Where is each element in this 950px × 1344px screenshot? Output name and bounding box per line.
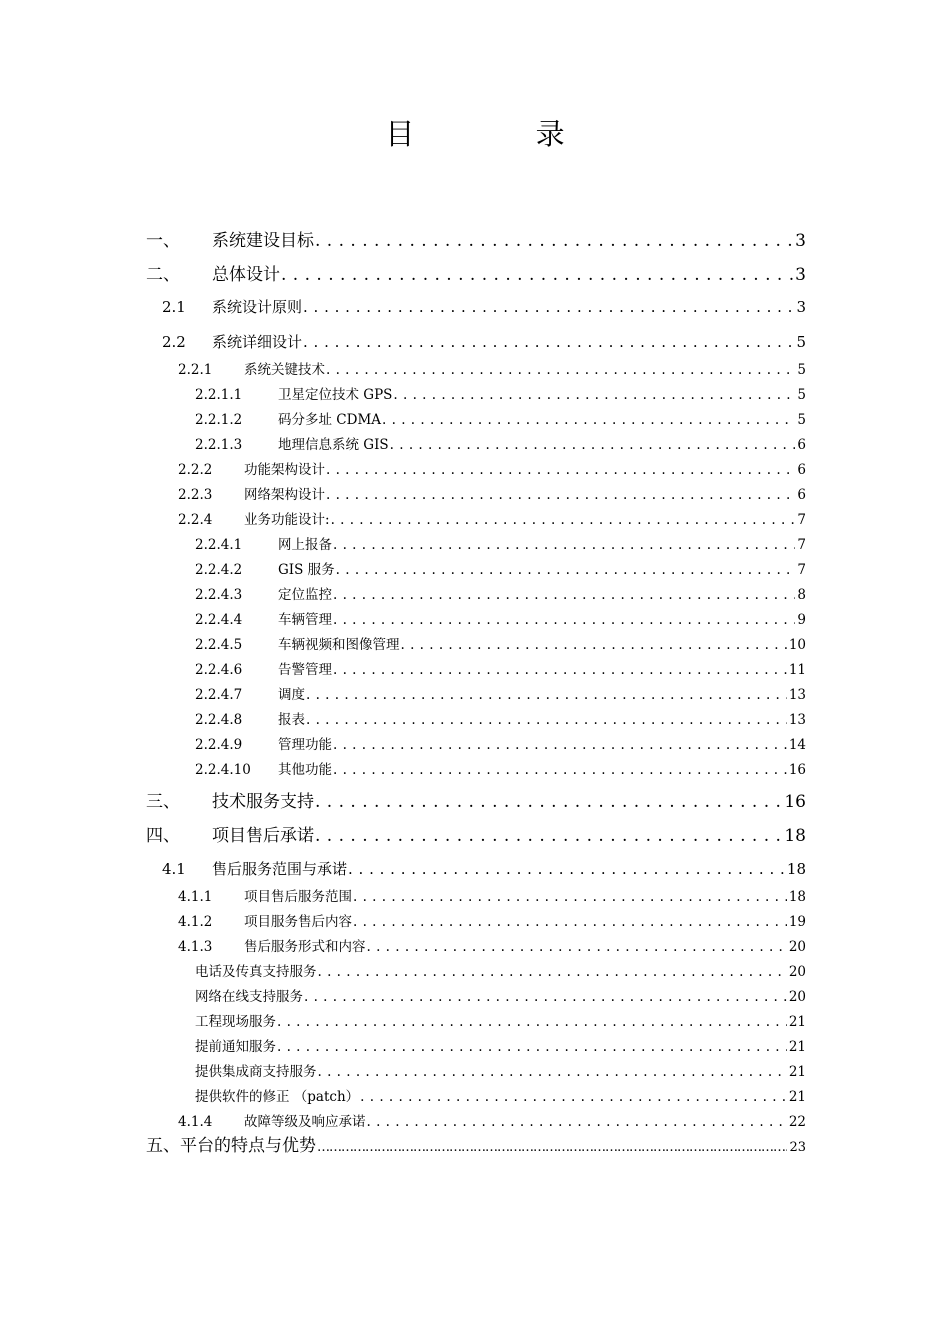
toc-leader: [306, 712, 787, 728]
toc-entry[interactable]: [146, 1131, 806, 1156]
toc-page: 22: [788, 1114, 806, 1130]
toc-leader: [318, 964, 787, 980]
toc-entry[interactable]: [178, 458, 806, 478]
toc-page: 13: [788, 712, 806, 728]
toc-page: 16: [788, 762, 806, 778]
toc-number: 4.1: [162, 860, 186, 878]
toc-leader: [367, 1114, 787, 1130]
toc-title: 报表: [278, 712, 305, 728]
toc-page: 11: [788, 662, 806, 678]
toc-entry[interactable]: [195, 1035, 806, 1055]
toc-leader: [315, 231, 793, 251]
toc-page: 14: [788, 737, 806, 753]
toc-title: 项目服务售后内容: [244, 914, 352, 930]
toc-number: 2.2.4.5: [195, 637, 243, 653]
toc-title: 网上报备: [278, 537, 332, 553]
toc-number: 2.2.4.10: [195, 762, 251, 778]
toc-entry[interactable]: [195, 960, 806, 980]
toc-leader: [315, 792, 782, 812]
toc-page: 7: [797, 537, 806, 553]
toc-page: 20: [788, 939, 806, 955]
toc-leader: [353, 889, 787, 905]
toc-title: 故障等级及响应承诺: [244, 1114, 366, 1130]
toc-title: 系统建设目标: [212, 231, 314, 251]
toc-number: 2.2.4.1: [195, 537, 243, 553]
toc-entry[interactable]: [178, 885, 806, 905]
toc-entry[interactable]: [195, 1085, 806, 1105]
toc-leader: [326, 487, 795, 503]
toc-number: 2.2.4.9: [195, 737, 243, 753]
toc-entry[interactable]: [195, 383, 806, 403]
toc-entry[interactable]: [195, 633, 806, 653]
toc-page: 3: [795, 231, 806, 251]
toc-number: 4.1.3: [178, 939, 213, 955]
toc-page: 23: [789, 1140, 806, 1155]
toc-number: 2.2.4.7: [195, 687, 243, 703]
toc-page: 8: [797, 587, 806, 603]
toc-page: 21: [788, 1089, 806, 1105]
toc-number: 二、: [146, 265, 180, 285]
toc-page: 3: [796, 298, 806, 316]
toc-page: 10: [788, 637, 806, 653]
toc-page: 20: [788, 964, 806, 980]
toc-leader: [303, 298, 794, 316]
toc-number: 2.2.1: [178, 362, 213, 378]
toc-number: 2.2.1.2: [195, 412, 243, 428]
toc-entry[interactable]: [195, 408, 806, 428]
toc-page: 21: [788, 1064, 806, 1080]
toc-entry[interactable]: [195, 733, 806, 753]
toc-number: 4.1.1: [178, 889, 213, 905]
toc-title: 售后服务范围与承诺: [212, 860, 348, 878]
toc-number: 三、: [146, 792, 180, 812]
toc-page: 13: [788, 687, 806, 703]
toc-entry[interactable]: [162, 331, 806, 352]
toc-title: 管理功能: [278, 737, 332, 753]
toc-title: 告警管理: [278, 662, 332, 678]
toc-title: 提供集成商支持服务: [195, 1064, 317, 1080]
toc-page: 6: [797, 462, 806, 478]
toc-title: 总体设计: [212, 265, 280, 285]
toc-title: 工程现场服务: [195, 1014, 276, 1030]
toc-title: 功能架构设计: [244, 462, 325, 478]
toc-leader: [382, 412, 795, 428]
toc-number: 2.2.4: [178, 512, 213, 528]
toc-leader: [333, 762, 787, 778]
toc-leader: [315, 826, 782, 846]
toc-title: 系统详细设计: [212, 333, 303, 351]
toc-title: 系统设计原则: [212, 298, 303, 316]
toc-title: GIS 服务: [278, 562, 335, 578]
toc-number: 2.2.3: [178, 487, 213, 503]
toc-entry[interactable]: [162, 858, 806, 879]
toc-number: 四、: [146, 826, 180, 846]
toc-page: 6: [797, 487, 806, 503]
toc-title: 车辆管理: [278, 612, 332, 628]
toc-leader: [303, 333, 794, 351]
toc-entry[interactable]: [195, 433, 806, 453]
toc-leader: [331, 512, 796, 528]
toc-leader: [348, 860, 785, 878]
toc-leader: [401, 637, 787, 653]
toc-page: 18: [784, 826, 806, 846]
toc-number: 2.2.4.2: [195, 562, 243, 578]
toc-leader: [360, 1089, 787, 1105]
toc-leader: [277, 1039, 787, 1055]
toc-page: 5: [796, 333, 806, 351]
toc-number: 2.2.2: [178, 462, 213, 478]
toc-entry[interactable]: [178, 483, 806, 503]
toc-leader: [304, 989, 787, 1005]
toc-leader: [326, 362, 795, 378]
toc-leader: [393, 387, 795, 403]
toc-number: 4.1.4: [178, 1114, 213, 1130]
toc-entry[interactable]: [195, 558, 806, 578]
toc-page: 16: [784, 792, 806, 812]
toc-number: 4.1.2: [178, 914, 213, 930]
toc-title: 网络在线支持服务: [195, 989, 303, 1005]
toc-page: 19: [788, 914, 806, 930]
toc-entry[interactable]: [195, 608, 806, 628]
toc-title: 五、平台的特点与优势: [146, 1136, 316, 1156]
toc-page: 6: [797, 437, 806, 453]
toc-leader: [333, 587, 795, 603]
toc-title: 定位监控: [278, 587, 332, 603]
toc-entry[interactable]: [195, 583, 806, 603]
toc-page: 7: [797, 562, 806, 578]
toc-title: 码分多址 CDMA: [278, 412, 382, 428]
toc-page: 5: [797, 387, 806, 403]
toc-entry[interactable]: [178, 358, 806, 378]
toc-leader: [353, 914, 787, 930]
toc-entry[interactable]: [195, 683, 806, 703]
toc-number: 2.2.1.1: [195, 387, 243, 403]
toc-title: 提供软件的修正 （patch）: [195, 1089, 360, 1105]
toc-leader: [277, 1014, 787, 1030]
toc-leader: [333, 612, 795, 628]
toc-number: 2.1: [162, 298, 186, 316]
toc-title: 技术服务支持: [212, 792, 314, 812]
page-title: 目 录: [385, 117, 621, 151]
toc-number: 2.2.1.3: [195, 437, 243, 453]
toc-number: 2.2.4.6: [195, 662, 243, 678]
toc-entry[interactable]: [195, 533, 806, 553]
toc-number: 2.2.4.4: [195, 612, 243, 628]
toc-number: 2.2.4.8: [195, 712, 243, 728]
toc-page: 3: [795, 265, 806, 285]
toc-leader: [317, 1140, 787, 1155]
toc-title: 网络架构设计: [244, 487, 325, 503]
toc-entry[interactable]: [195, 758, 806, 778]
toc-leader: [336, 562, 796, 578]
toc-page: 18: [788, 889, 806, 905]
toc-page: 21: [788, 1039, 806, 1055]
toc-entry[interactable]: [195, 708, 806, 728]
toc-leader: [333, 737, 787, 753]
toc-page: 5: [797, 362, 806, 378]
toc-leader: [306, 687, 787, 703]
toc-leader: [390, 437, 796, 453]
toc-number: 一、: [146, 231, 180, 251]
toc-leader: [333, 537, 795, 553]
toc-entry[interactable]: [146, 821, 806, 846]
toc-leader: [281, 265, 793, 285]
toc-entry[interactable]: [178, 935, 806, 955]
toc-entry[interactable]: [178, 910, 806, 930]
toc-page: 18: [786, 860, 806, 878]
toc-title: 项目售后承诺: [212, 826, 314, 846]
toc-entry[interactable]: [146, 787, 806, 812]
toc-title: 系统关键技术: [244, 362, 325, 378]
toc-title: 售后服务形式和内容: [244, 939, 366, 955]
toc-entry[interactable]: [195, 658, 806, 678]
toc-entry[interactable]: [146, 226, 806, 251]
toc-leader: [326, 462, 795, 478]
toc-entry[interactable]: [195, 985, 806, 1005]
toc-leader: [333, 662, 787, 678]
toc-page: 5: [797, 412, 806, 428]
toc-entry[interactable]: [195, 1010, 806, 1030]
toc-title: 业务功能设计:: [244, 512, 330, 528]
toc-leader: [367, 939, 787, 955]
toc-entry[interactable]: [146, 260, 806, 285]
toc-title: 提前通知服务: [195, 1039, 276, 1055]
toc-entry[interactable]: [178, 1110, 806, 1130]
toc-title: 调度: [278, 687, 305, 703]
toc-title: 其他功能: [278, 762, 332, 778]
toc-page: 9: [797, 612, 806, 628]
toc-page: 7: [797, 512, 806, 528]
toc-entry[interactable]: [195, 1060, 806, 1080]
toc-title: 电话及传真支持服务: [195, 964, 317, 980]
toc-page: 20: [788, 989, 806, 1005]
toc-title: 车辆视频和图像管理: [278, 637, 400, 653]
toc-number: 2.2.4.3: [195, 587, 243, 603]
toc-title: 项目售后服务范围: [244, 889, 352, 905]
toc-page: 21: [788, 1014, 806, 1030]
toc-entry[interactable]: [178, 508, 806, 528]
toc-entry[interactable]: [162, 296, 806, 317]
toc-number: 2.2: [162, 333, 186, 351]
toc-title: 地理信息系统 GIS: [278, 437, 389, 453]
toc-title: 卫星定位技术 GPS: [278, 387, 393, 403]
toc-leader: [318, 1064, 787, 1080]
